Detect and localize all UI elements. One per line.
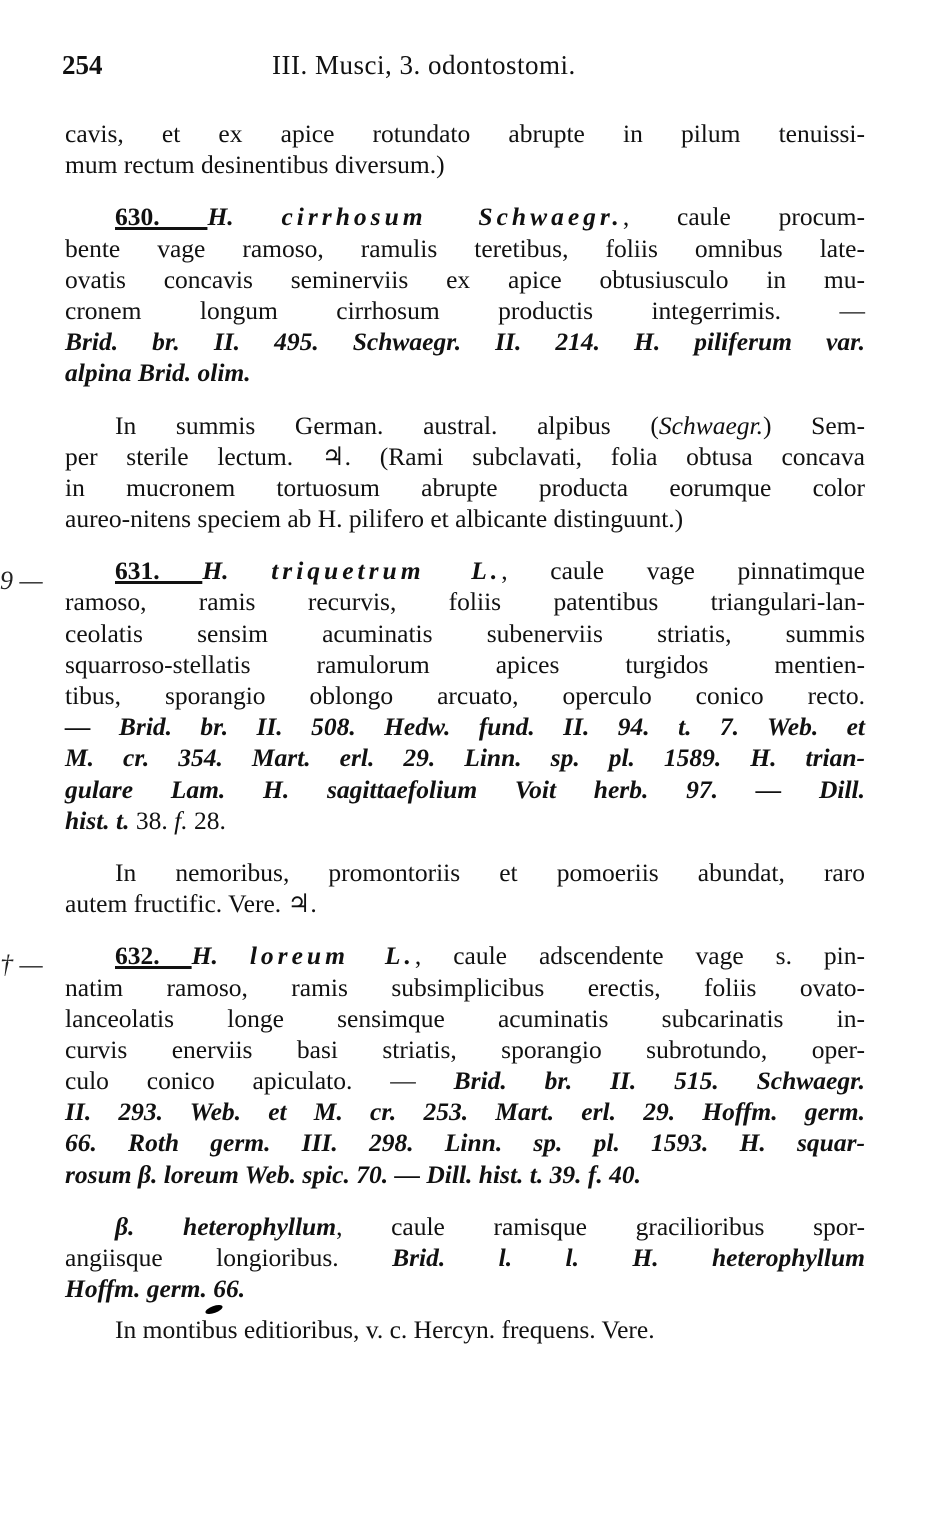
text-segment: f. [174, 805, 188, 835]
text-segment: Brid. l. l. H. heterophyllum [392, 1243, 865, 1272]
text-segment: tibus, sporangio oblongo arcuato, operculo conico recto. [65, 681, 865, 710]
text-segment: cronem longum cirrhosum productis integerrimis. — [65, 295, 865, 325]
text-line [65, 472, 865, 503]
text-segment: cavis, et ex apice rotundato abrupte in pilum tenuissi- [65, 119, 865, 148]
text-segment: ceolatis sensim acuminatis subenerviis striatis, summis [65, 618, 865, 648]
text-segment: 66. Roth germ. III. 298. Linn. sp. pl. 1593. H. squar- [65, 1128, 865, 1158]
page-number: 254 [62, 50, 103, 80]
text-segment: Hoffm. germ. 66. [65, 1274, 246, 1304]
text-line [65, 357, 865, 388]
text-segment: II. 293. Web. et M. cr. 253. Mart. erl. 29. Hoffm. germ. [65, 1097, 865, 1127]
text-segment: ramoso, ramis recurvis, foliis patentibus triangulari-lan- [65, 587, 865, 617]
text-line [65, 1003, 865, 1034]
text-line [65, 295, 865, 326]
text-segment: , caule procum- [622, 202, 865, 232]
text-line [65, 410, 865, 441]
text-segment: loreum L. [249, 941, 415, 971]
text-line [65, 1211, 865, 1242]
text-line [65, 680, 865, 711]
text-line [65, 888, 865, 919]
text-segment: cirrhosum Schwaegr. [281, 202, 623, 232]
text-line [65, 857, 865, 888]
paragraph [65, 1211, 865, 1305]
entry-number: 631. [115, 556, 203, 586]
text-segment: culo conico apiculato. — [65, 1066, 454, 1096]
text-segment: ) Sem- [763, 410, 865, 440]
text-segment: Schwaegr. [658, 410, 764, 440]
text-segment: bente vage ramoso, ramulis teretibus, foliis omnibus late- [65, 233, 865, 263]
text-line [65, 503, 865, 534]
paragraph [65, 410, 865, 535]
text-line [65, 1034, 865, 1065]
text-segment: mum rectum desinentibus diversum.) [65, 150, 445, 180]
text-line [65, 940, 865, 971]
text-line [65, 1096, 865, 1127]
text-line [65, 441, 865, 472]
text-segment: In montibus editioribus, v. c. Hercyn. frequens. Vere. [115, 1315, 655, 1345]
text-segment: curvis enerviis basi striatis, sporangio subrotundo, oper- [65, 1034, 865, 1064]
text-segment: H. [202, 556, 272, 586]
text-line [65, 326, 865, 357]
text-segment: In nemoribus, promontoriis et pomoeriis abundat, raro [115, 857, 865, 887]
text-line [65, 972, 865, 1003]
margin-note: 9 — [0, 566, 43, 595]
text-segment: squarroso-stellatis ramulorum apices turgidos mentien- [65, 649, 865, 679]
text-segment: natim ramoso, ramis subsimplicibus erectis, foliis ovato- [65, 972, 865, 1002]
text-line [65, 1242, 865, 1273]
text-segment: In summis German. austral. alpibus ( [115, 410, 659, 440]
text-line [65, 149, 865, 180]
text-segment: alpina Brid. olim. [65, 358, 251, 388]
text-segment: 28. [187, 805, 226, 835]
text-line [65, 618, 865, 649]
running-title: III. Musci, 3. odontostomi. [272, 50, 576, 80]
text-line [65, 555, 865, 586]
text-segment: rosum β. loreum Web. spic. 70. — Dill. hist. t. 39. f. 40. [65, 1159, 642, 1189]
text-line [65, 742, 865, 773]
text-line [65, 805, 865, 836]
text-segment: β. heterophyllum [115, 1211, 337, 1241]
margin-note: † — [0, 950, 43, 979]
text-segment: H. [207, 202, 282, 232]
paragraph [65, 555, 865, 836]
text-segment: 38. [135, 805, 175, 835]
text-line [65, 711, 865, 742]
text-segment: aureo-nitens speciem ab H. pilifero et albicante distinguunt.) [65, 504, 684, 534]
text-segment: angiisque longioribus. [65, 1243, 393, 1272]
page-body [65, 118, 865, 1367]
paragraph [65, 201, 865, 388]
text-segment: , caule ramisque gracilioribus spor- [336, 1211, 865, 1241]
text-segment: gulare Lam. H. sagittaefolium Voit herb. 97. — Dill. [65, 774, 865, 804]
text-line [65, 1127, 865, 1158]
text-line [65, 233, 865, 264]
text-segment: autem fructific. Vere. ♃. [65, 889, 317, 919]
entry-number: 632. [115, 941, 192, 971]
paragraph [65, 940, 865, 1190]
text-line [65, 201, 865, 232]
text-line [65, 1159, 865, 1190]
text-segment: ovatis concavis seminerviis ex apice obtusiusculo in mu- [65, 264, 865, 294]
text-segment: Brid. br. II. 495. Schwaegr. II. 214. H. piliferum var. [65, 327, 865, 357]
text-segment: in mucronem tortuosum abrupte producta eorumque color [65, 472, 865, 502]
text-line [65, 1314, 865, 1345]
text-segment: per sterile lectum. ♃. (Rami subclavati, folia obtusa concava [65, 441, 865, 471]
text-line [65, 586, 865, 617]
paragraph [65, 1314, 865, 1345]
running-header [62, 50, 662, 86]
text-line [65, 118, 865, 149]
text-line [65, 649, 865, 680]
text-segment: Brid. br. II. 515. Schwaegr. [453, 1066, 865, 1096]
text-segment: triquetrum L. [271, 556, 502, 586]
text-segment: lanceolatis longe sensimque acuminatis subcarinatis in- [65, 1003, 865, 1033]
text-segment: , caule vage pinnatimque [501, 556, 866, 586]
text-line [65, 264, 865, 295]
paragraph [65, 857, 865, 919]
text-line [65, 774, 865, 805]
entry-number: 630. [115, 202, 208, 232]
text-segment: hist. t. [65, 805, 136, 835]
paragraph [65, 118, 865, 180]
text-line [65, 1273, 865, 1304]
text-segment: , caule adscendente vage s. pin- [414, 941, 866, 971]
text-segment: — Brid. br. II. 508. Hedw. fund. II. 94. t. 7. Web. et [65, 712, 865, 742]
text-segment: H. [191, 941, 250, 971]
text-segment: M. cr. 354. Mart. erl. 29. Linn. sp. pl. 1589. H. trian- [65, 743, 865, 773]
text-line [65, 1065, 865, 1096]
